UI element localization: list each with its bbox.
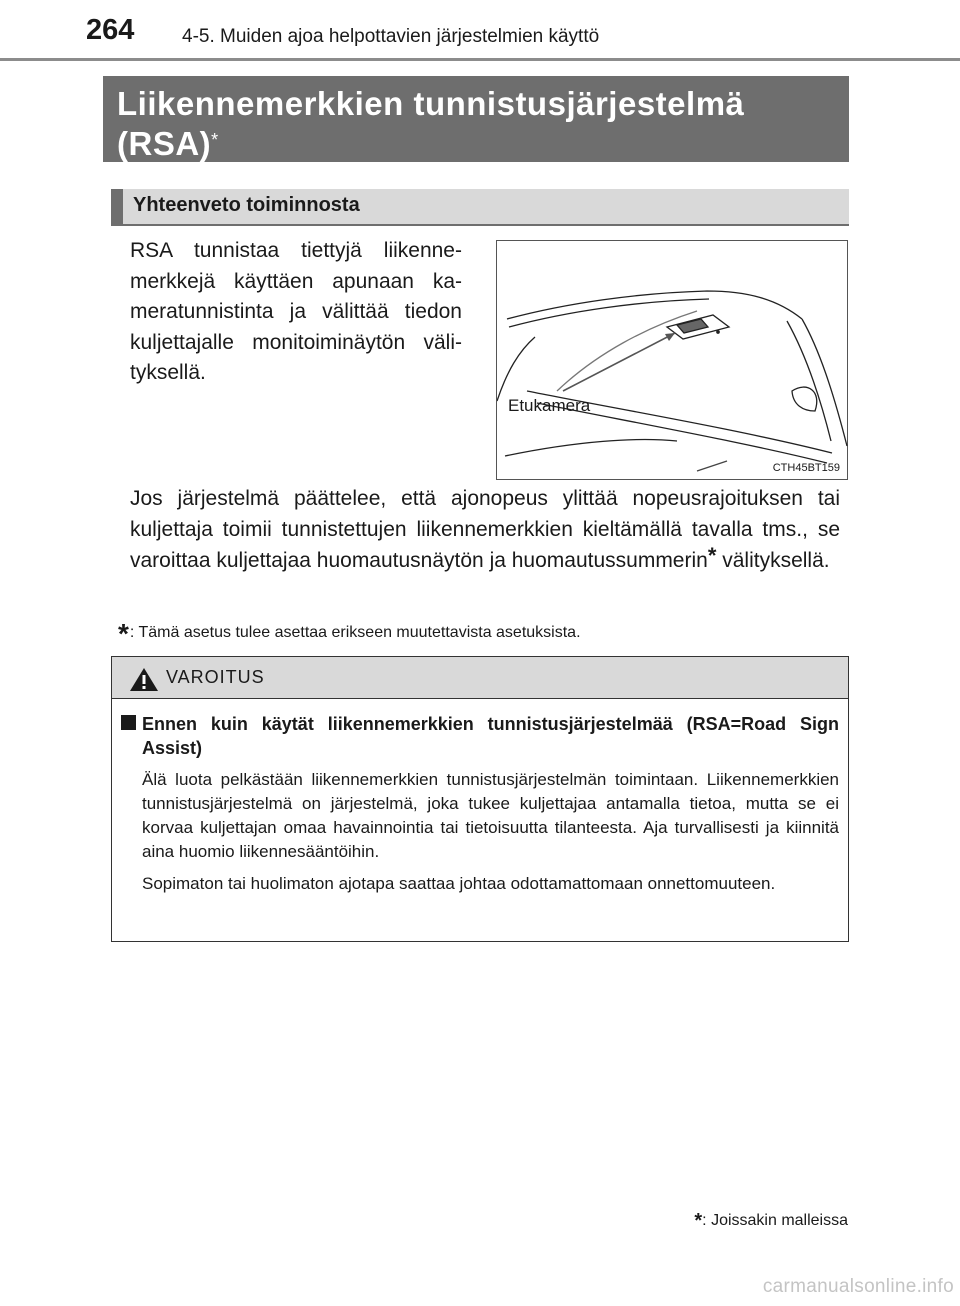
warning-body <box>112 699 848 896</box>
setting-footnote <box>118 612 581 649</box>
setting-footnote-text: : Tämä asetus tulee asettaa erikseen muutettavista asetuksista. <box>129 624 581 641</box>
models-footnote <box>694 1208 848 1231</box>
windshield-drawing <box>497 241 849 481</box>
footnote-asterisk: * <box>118 618 129 649</box>
body-asterisk: * <box>707 543 717 568</box>
chapter-title-line1: Liikennemerkkien tunnistusjärjestelmä <box>117 85 745 122</box>
title-asterisk: * <box>211 130 219 150</box>
body-paragraph <box>130 484 840 577</box>
warning-header <box>112 657 848 699</box>
warning-paragraph-2: Sopimaton tai huolimaton ajotapa saattaa johtaa odottamattomaan onnettomuuteen. <box>142 874 776 893</box>
chapter-title-line2 <box>117 124 835 164</box>
header-rule <box>0 58 960 61</box>
warning-item-title-text: Ennen kuin käytät liikennemerkkien tunnistusjärjestelmää (RSA=Road Sign Assist) <box>142 714 839 758</box>
camera-callout-label: Etukamera <box>508 396 591 415</box>
warning-triangle-icon <box>129 667 159 692</box>
chapter-title <box>103 76 849 162</box>
figure-code: CTH45BT159 <box>772 462 840 474</box>
section-title: 4-5. Muiden ajoa helpottavien järjestelmien käyttö <box>182 26 600 47</box>
warning-box <box>111 656 849 942</box>
page-number: 264 <box>86 14 135 46</box>
warning-label: VAROITUS <box>166 667 265 687</box>
intro-paragraph: RSA tunnistaa tiettyjä liikennemerkkejä käyttäen apunaan kameratunnistinta ja välittää tiedon kuljettajalle monitoiminäytön välityksellä. <box>130 239 462 384</box>
bullet-square-icon <box>121 715 136 730</box>
body-text-before: Jos järjestelmä päättelee, että ajonopeus ylittää nopeusrajoituksen tai kuljettaja toimii tunnistettujen liikennemerkkien kieltämällä tavalla tms., se varoittaa kuljettajaa huomautusnäytön ja huomautussummerin <box>130 487 840 572</box>
models-footnote-text: : Joissakin malleissa <box>702 1212 848 1229</box>
models-footnote-asterisk: * <box>694 1210 703 1232</box>
watermark: carmanualsonline.info <box>762 1276 954 1297</box>
warning-paragraph-1: Älä luota pelkästään liikennemerkkien tunnistusjärjestelmän toimintaan. Liikennemerkkien tunnistusjärjestelmä on järjestelmä, joka tukee kuljettajaa antamalla tietoa, mutta se ei korvaa kuljettajan omaa havainnointia tai tietoisuutta tilanteesta. Aja turvallisesti ja kiinnitä aina huomio liikennesääntöihin. <box>142 770 839 861</box>
windshield-camera-illustration <box>496 240 848 480</box>
body-text-after: välityksellä. <box>716 549 830 572</box>
warning-item-title <box>121 712 839 760</box>
subheading: Yhteenveto toiminnosta <box>111 189 849 226</box>
chapter-title-rsa: (RSA) <box>117 125 212 162</box>
